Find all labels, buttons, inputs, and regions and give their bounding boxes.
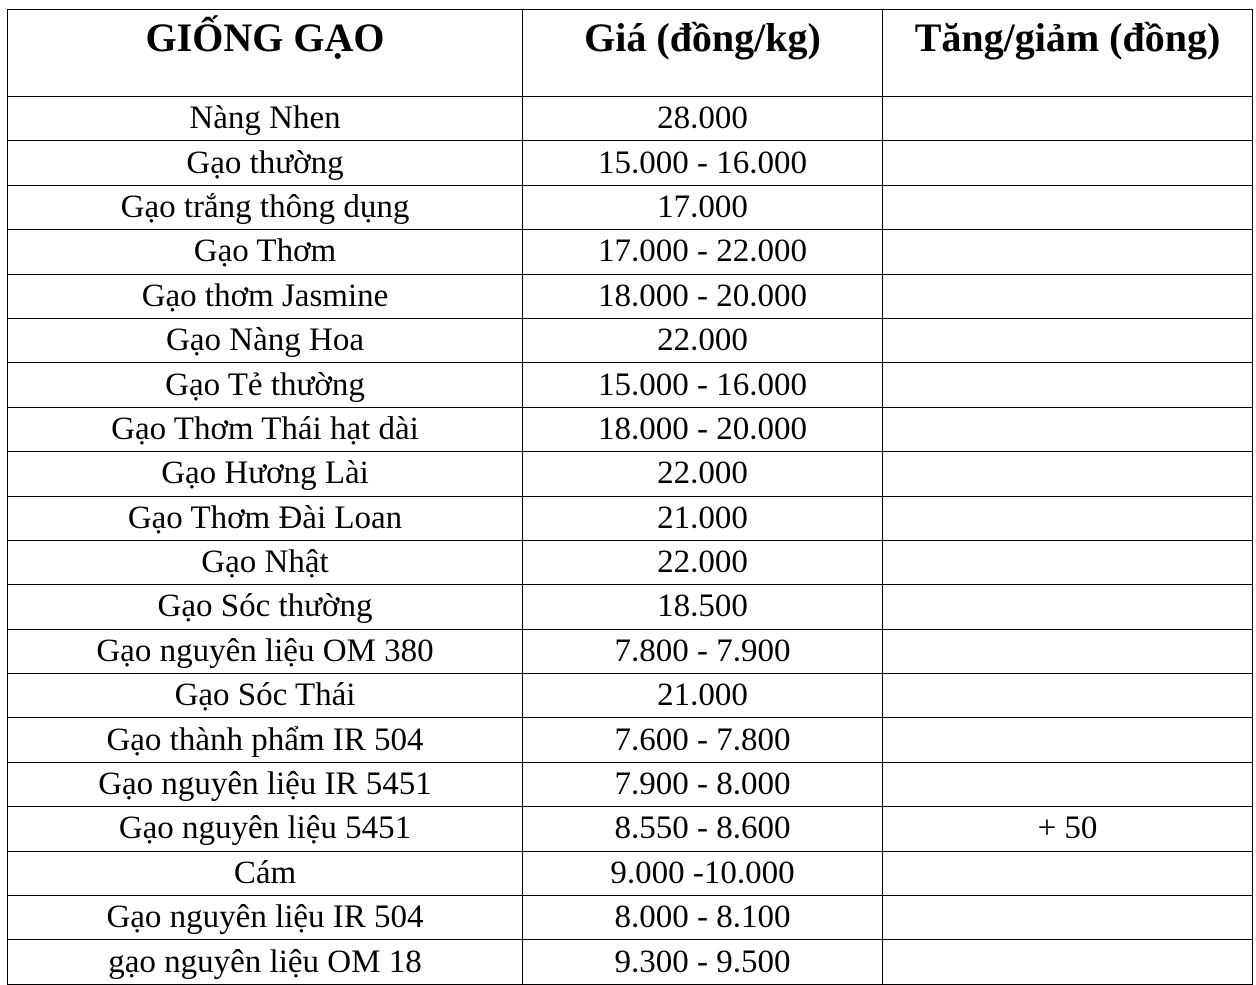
table-row	[8, 674, 1253, 718]
table-row	[8, 629, 1253, 673]
cell-change	[883, 407, 1253, 451]
table-body	[8, 97, 1253, 985]
cell-rice-variety: Gạo trắng thông dụng	[8, 185, 523, 229]
column-header-rice-variety: GIỐNG GẠO	[8, 10, 523, 97]
cell-price: 17.000 - 22.000	[523, 230, 883, 274]
cell-rice-variety: Gạo Hương Lài	[8, 452, 523, 496]
cell-price: 18.000 - 20.000	[523, 274, 883, 318]
cell-price: 7.600 - 7.800	[523, 718, 883, 762]
cell-rice-variety: Gạo Sóc Thái	[8, 674, 523, 718]
cell-rice-variety: gạo nguyên liệu OM 18	[8, 940, 523, 984]
cell-change	[883, 940, 1253, 984]
table-row	[8, 807, 1253, 851]
cell-rice-variety: Gạo Thơm Thái hạt dài	[8, 407, 523, 451]
cell-change	[883, 540, 1253, 584]
table-row	[8, 940, 1253, 984]
table-row	[8, 452, 1253, 496]
cell-price: 21.000	[523, 496, 883, 540]
table-row	[8, 762, 1253, 806]
cell-price: 22.000	[523, 452, 883, 496]
cell-rice-variety: Gạo Thơm	[8, 230, 523, 274]
cell-rice-variety: Gạo Thơm Đài Loan	[8, 496, 523, 540]
cell-price: 9.000 -10.000	[523, 851, 883, 895]
table-row	[8, 407, 1253, 451]
cell-rice-variety: Gạo nguyên liệu OM 380	[8, 629, 523, 673]
cell-price: 8.000 - 8.100	[523, 896, 883, 940]
cell-rice-variety: Gạo Tẻ thường	[8, 363, 523, 407]
cell-rice-variety: Gạo thành phẩm IR 504	[8, 718, 523, 762]
header-row	[8, 10, 1253, 97]
cell-rice-variety: Nàng Nhen	[8, 97, 523, 141]
cell-change	[883, 629, 1253, 673]
cell-price: 9.300 - 9.500	[523, 940, 883, 984]
cell-price: 18.000 - 20.000	[523, 407, 883, 451]
table-row	[8, 363, 1253, 407]
table-row	[8, 230, 1253, 274]
cell-change	[883, 718, 1253, 762]
cell-change	[883, 185, 1253, 229]
cell-price: 18.500	[523, 585, 883, 629]
cell-change	[883, 230, 1253, 274]
cell-change	[883, 318, 1253, 362]
cell-rice-variety: Gạo thường	[8, 141, 523, 185]
cell-price: 28.000	[523, 97, 883, 141]
cell-price: 17.000	[523, 185, 883, 229]
cell-change	[883, 363, 1253, 407]
rice-price-table	[7, 9, 1253, 985]
cell-rice-variety: Cám	[8, 851, 523, 895]
cell-change: + 50	[883, 807, 1253, 851]
cell-rice-variety: Gạo nguyên liệu IR 5451	[8, 762, 523, 806]
cell-change	[883, 896, 1253, 940]
table-row	[8, 496, 1253, 540]
table-row	[8, 718, 1253, 762]
table-row	[8, 540, 1253, 584]
cell-rice-variety: Gạo Nàng Hoa	[8, 318, 523, 362]
cell-change	[883, 762, 1253, 806]
cell-price: 8.550 - 8.600	[523, 807, 883, 851]
cell-rice-variety: Gạo nguyên liệu 5451	[8, 807, 523, 851]
table-row	[8, 97, 1253, 141]
cell-price: 22.000	[523, 540, 883, 584]
cell-change	[883, 97, 1253, 141]
cell-change	[883, 496, 1253, 540]
table-row	[8, 141, 1253, 185]
cell-price: 15.000 - 16.000	[523, 141, 883, 185]
cell-change	[883, 585, 1253, 629]
cell-price: 15.000 - 16.000	[523, 363, 883, 407]
cell-rice-variety: Gạo nguyên liệu IR 504	[8, 896, 523, 940]
table-row	[8, 318, 1253, 362]
table-row	[8, 896, 1253, 940]
column-header-price: Giá (đồng/kg)	[523, 10, 883, 97]
cell-price: 7.800 - 7.900	[523, 629, 883, 673]
cell-change	[883, 452, 1253, 496]
column-header-change: Tăng/giảm (đồng)	[883, 10, 1253, 97]
table-row	[8, 185, 1253, 229]
cell-rice-variety: Gạo Nhật	[8, 540, 523, 584]
cell-change	[883, 851, 1253, 895]
cell-change	[883, 674, 1253, 718]
table-header	[8, 10, 1253, 97]
cell-price: 21.000	[523, 674, 883, 718]
table-row	[8, 585, 1253, 629]
cell-change	[883, 274, 1253, 318]
cell-rice-variety: Gạo thơm Jasmine	[8, 274, 523, 318]
cell-rice-variety: Gạo Sóc thường	[8, 585, 523, 629]
table-row	[8, 851, 1253, 895]
cell-price: 22.000	[523, 318, 883, 362]
cell-change	[883, 141, 1253, 185]
cell-price: 7.900 - 8.000	[523, 762, 883, 806]
table-row	[8, 274, 1253, 318]
